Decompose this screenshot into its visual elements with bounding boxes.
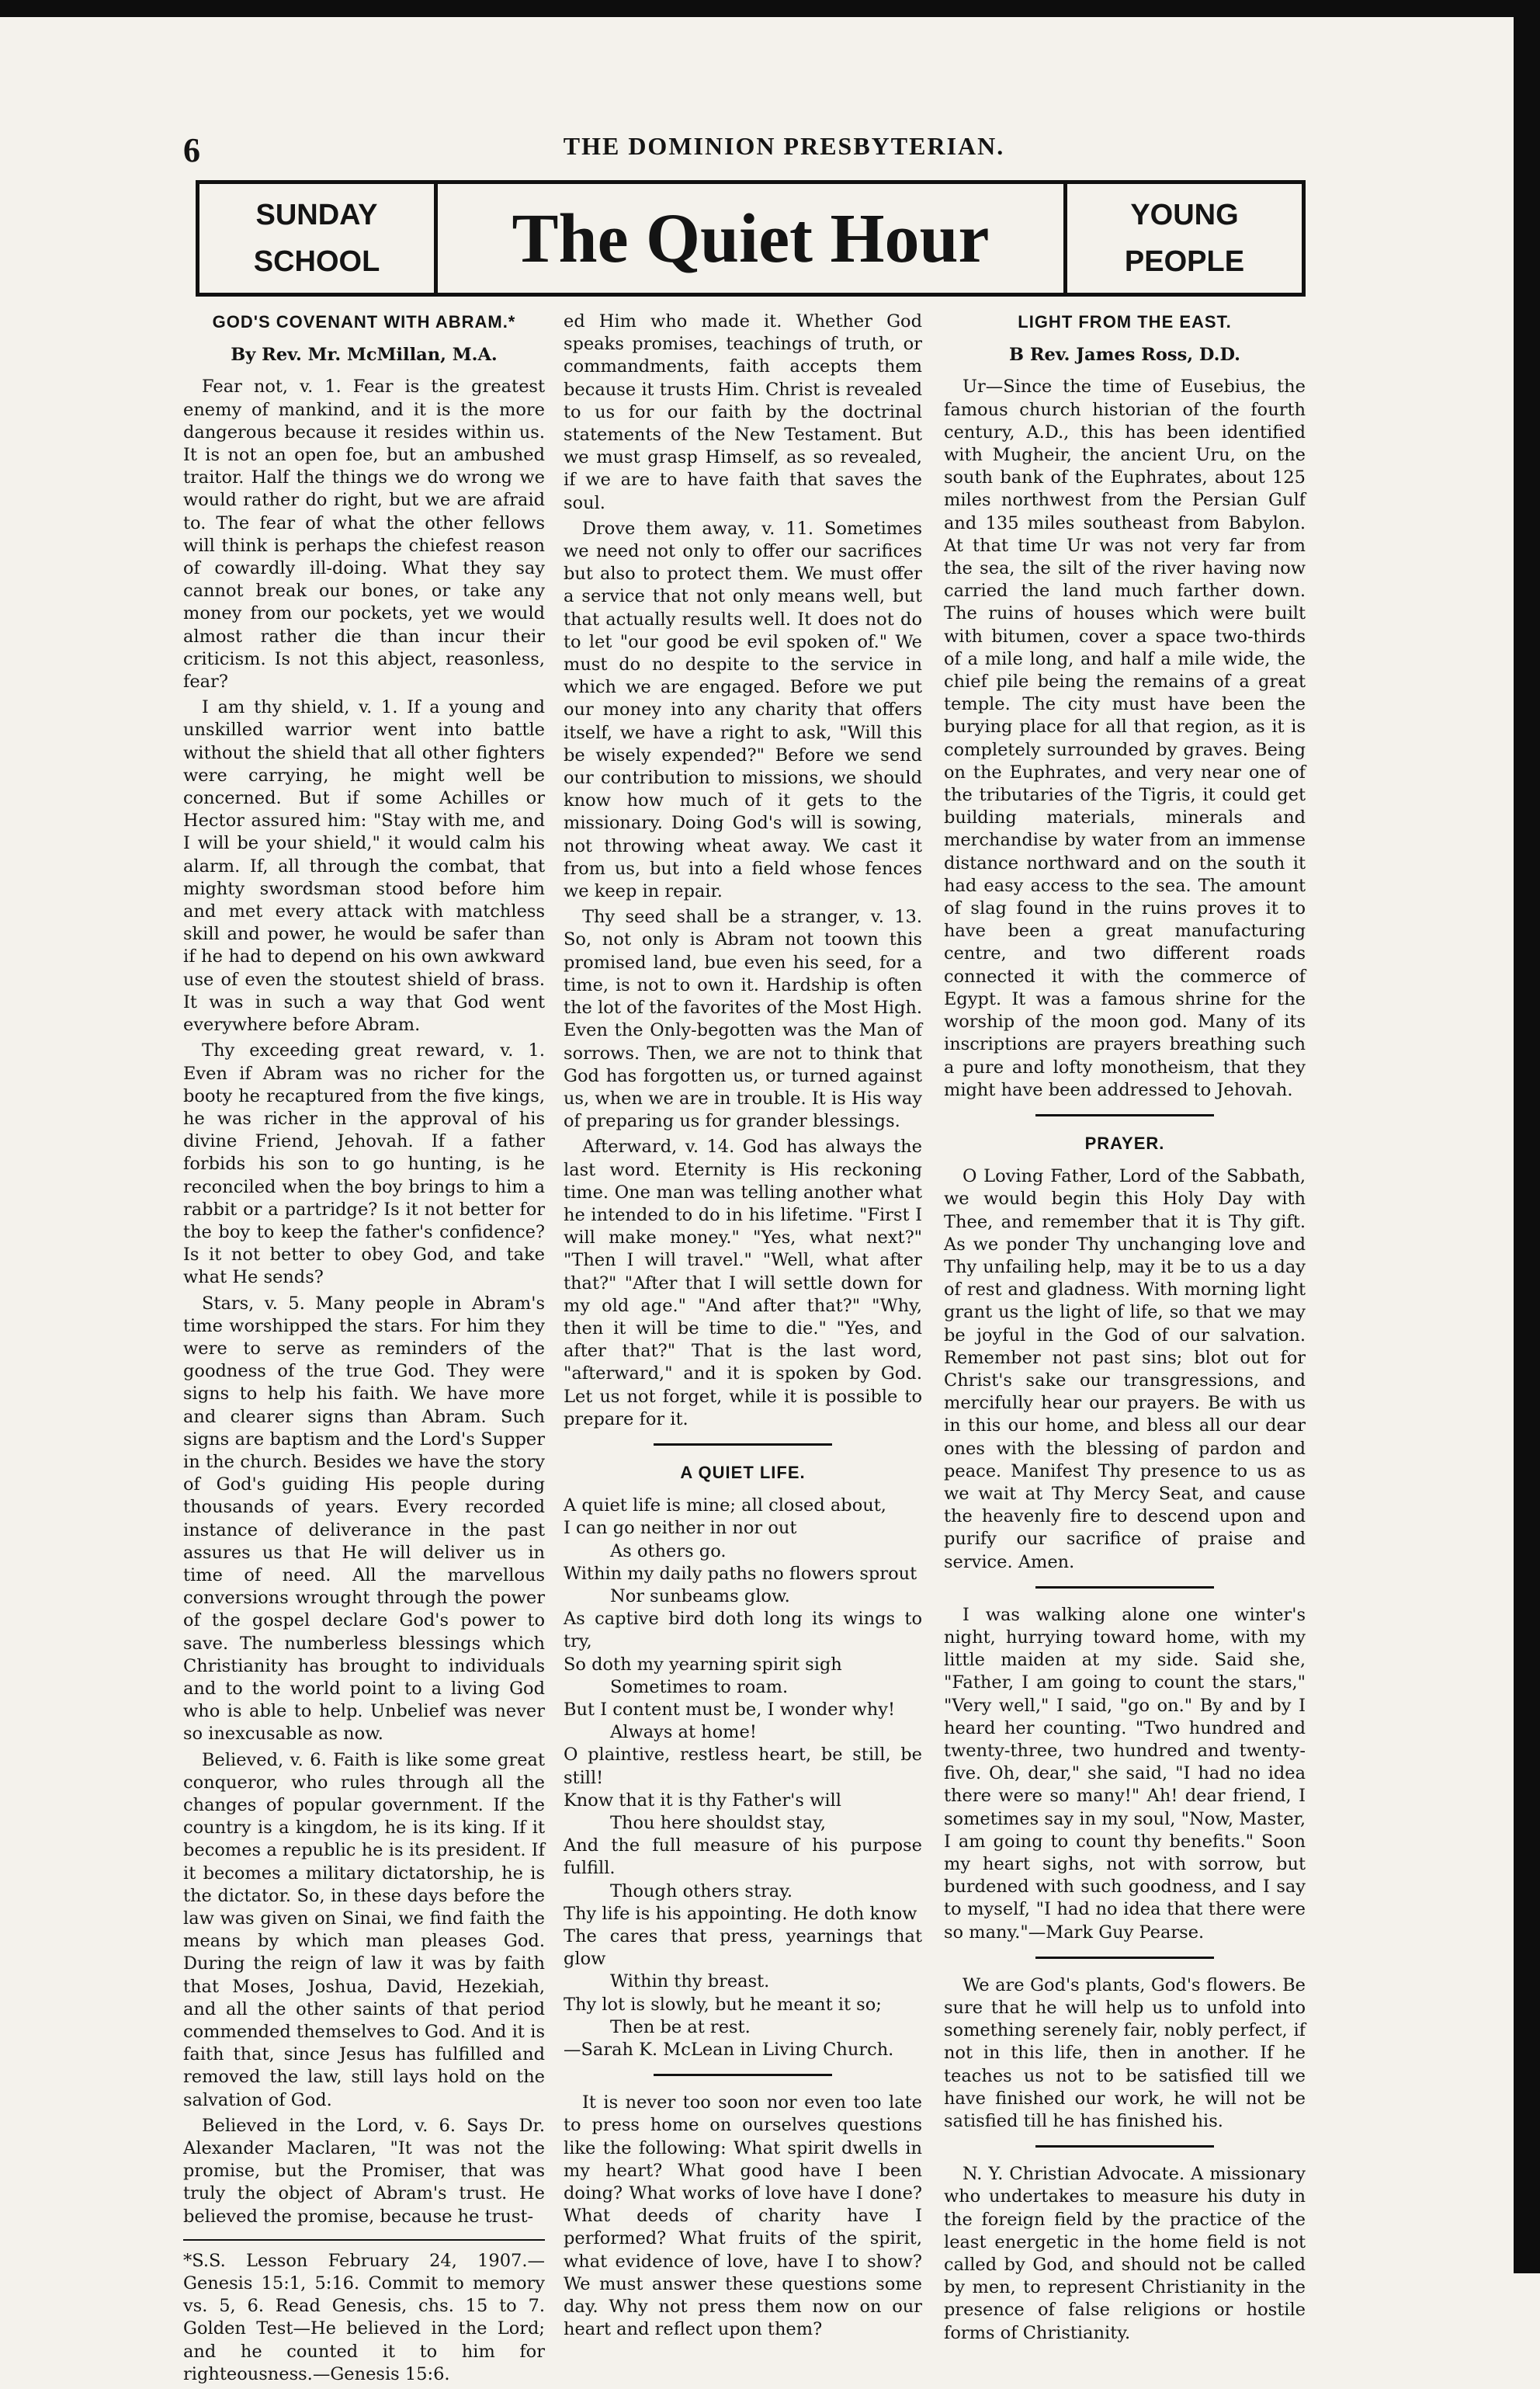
section-divider	[654, 2074, 832, 2076]
paragraph-plants: We are God's plants, God's flowers. Be sure that he will help us to unfold into something serenely fair, nobly perfect, if not in this life, then in another. If he teaches us not to be satisfied till we have finished our work, he will not be satisfied till he has finished his.	[944, 1974, 1306, 2132]
section-divider	[1035, 1957, 1214, 1959]
paragraph: Afterward, v. 14. God has always the last word. Eternity is His reckoning time. One man was telling another what he intended to do in his lifetime. "First I will make money." "Yes, what next?" "Then I will travel." "Well, what after that?" "After that I will settle down for my old age." "And after that?" "Why, then it will be time to die." "Yes, and after that?" That is the last word, "afterward," and it is spoken by God. Let us not forget, while it is possible to prepare for it.	[564, 1137, 922, 1429]
masthead-left-line-1: SUNDAY	[255, 199, 378, 231]
paragraph-advocate: N. Y. Christian Advocate. A missionary who undertakes to measure his duty in the foreign field by the practice of the least energetic in the home field is not called by God, and should not be called by men, to represent Christianity in the presence of false religions or hostile forms of Christianity.	[944, 2164, 1306, 2343]
poem-line: —Sarah K. McLean in Living Church.	[564, 2040, 894, 2061]
poem-line: The cares that press, yearnings that glow	[564, 1926, 922, 1970]
masthead-right-line-2: PEOPLE	[1124, 245, 1245, 278]
section-divider	[1035, 1586, 1214, 1589]
paragraph: Thy seed shall be a stranger, v. 13. So, not only is Abram not toown this promised land, bue even his seed, for a time, is not to own it. Hardship is often the lot of the favorites of the Most High. Even the Only-begotten was the Man of sorrows. Then, we are not to think that God has forgotten us, or turned against us, when we are in trouble. It is His way of preparing us for grander blessings.	[564, 907, 922, 1132]
masthead-right-box	[1063, 184, 1302, 293]
poem-line: A quiet life is mine; all closed about,	[564, 1495, 886, 1516]
poem-line: O plaintive, restless heart, be still, be still!	[564, 1745, 922, 1788]
poem-line: I can go neither in nor out	[564, 1518, 797, 1539]
paragraph: Stars, v. 5. Many people in Abram's time worshipped the stars. For him they were to serve as reminders of the goodness of the true God. They were signs to help his faith. We have more and clearer signs than Abram. Such signs are baptism and the Lord's Supper in the church. Besides we have the story of God's guiding His people during thousands of years. Every recorded instance of deliverance in the past assures us that He will deliver us in time of need. All the marvellous conversions wrought through the power of the gospel declare God's power to save. The numberless blessings which Christianity has brought to individuals and to the world point to a living God who is able to help. Unbelief was never so inexcusable as now.	[183, 1293, 545, 1745]
byline-mcmillan: By Rev. Mr. McMillan, M.A.	[231, 345, 498, 366]
masthead-left-line-2: SCHOOL	[253, 245, 380, 278]
article-title-light-from-east: LIGHT FROM THE EAST.	[1018, 312, 1232, 332]
poem-line: As others go.	[610, 1540, 727, 1561]
closing-paragraph: It is never too soon nor even too late to press home on ourselves questions like the following: What spirit dwells in my heart? What good have I been doing? What works of love have I done? What deeds of charity have I performed? What fruits of the spirit, what evidence of love, have I to show? We must answer these questions some day. Why not press them now on our heart and reflect upon them?	[564, 2092, 922, 2340]
column-2	[564, 311, 922, 2344]
page-number: 6	[183, 131, 200, 169]
poem-line: Within thy breast.	[610, 1971, 770, 1992]
masthead	[196, 180, 1306, 297]
paragraph-ur: Ur—Since the time of Eusebius, the famous church historian of the fourth century, A.D., this has been identified with Mugheir, the ancient Uru, on the south bank of the Euphrates, about 125 miles northwest from the Persian Gulf and 135 miles southeast from Babylon. At that time Ur was not very far from the sea, the silt of the river having now carried the land much farther down. The ruins of houses which were built with bitumen, cover a space two-thirds of a mile long, and half a mile wide, the chief pile being the remains of a great temple. The city must have been the burying place for all that region, as it is completely surrounded by graves. Being on the Euphrates, and very near one of the tributaries of the Tigris, it could get building materials, minerals and merchandise by water from an immense distance northward and on the south it had easy access to the sea. The amount of slag found in the ruins proves it to have been a great manufacturing centre, and two different roads connected it with the commerce of Egypt. It was a famous shrine for the worship of the moon god. Many of its inscriptions are prayers breathing such a pure and lofty monotheism, that they might have been addressed to Jehovah.	[944, 377, 1306, 1100]
poem-line: Nor sunbeams glow.	[610, 1585, 790, 1606]
masthead-left-box	[199, 184, 438, 293]
section-divider	[654, 1443, 832, 1446]
paragraph: Thy exceeding great reward, v. 1. Even if Abram was no richer for the booty he recaptured from the five kings, he was richer in the approval of his divine Friend, Jehovah. If a father forbids his son to go hunting, is he reconciled when the boy brings to him a rabbit or a partridge? Is it not better for the boy to keep the father's confidence? Is it not better to obey God, and take what He sends?	[183, 1040, 545, 1288]
poem-line: Though others stray.	[610, 1880, 793, 1901]
section-divider	[1035, 2145, 1214, 2148]
poem-line: But I content must be, I wonder why!	[564, 1699, 895, 1720]
section-divider	[1035, 1114, 1214, 1116]
paragraph: Fear not, v. 1. Fear is the greatest enemy of mankind, and it is the more dangerous because it resides within us. It is not an open foe, but an ambushed traitor. Half the things we do wrong we would rather do right, but we are afraid to. The fear of what the other fellows will think is perhaps the chiefest reason of cowardly ill-doing. What they say cannot break our bones, or take any money from our pockets, yet we would almost rather die than incur their criticism. Is not this abject, reasonless, fear?	[183, 377, 545, 693]
poem-line: Then be at rest.	[610, 2016, 751, 2037]
paragraph: Drove them away, v. 11. Sometimes we need not only to offer our sacrifices but also to protect them. We must offer a service that not only means well, but that actually results well. It does not do to let "our good be evil spoken of." We must do no despite to the service in which we are engaged. Before we put our money into any charity that offers itself, we have a right to ask, "Will this be wisely expended?" Before we send our contribution to missions, we should know how much of it gets to the missionary. Doing God's will is sowing, not throwing wheat away. We cast it from us, but into a field whose fences we keep in repair.	[564, 518, 922, 902]
footnote	[183, 2239, 545, 2386]
article-title-covenant: GOD'S COVENANT WITH ABRAM.*	[212, 312, 516, 332]
byline-ross: B Rev. James Ross, D.D.	[1009, 345, 1240, 366]
poem-line: Within my daily paths no flowers sprout	[564, 1563, 917, 1584]
poem-line: Sometimes to roam.	[610, 1676, 789, 1697]
poem-line: Thou here shouldst stay,	[610, 1813, 827, 1833]
column-3	[944, 311, 1306, 2348]
column-1	[183, 311, 545, 2389]
paragraph: ed Him who made it. Whether God speaks promises, teachings of truth, or commandments, faith accepts them because it trusts Him. Christ is revealed to us for our faith by the doctrinal statements of the New Testament. But we must grasp Himself, as so revealed, if we are to have faith that saves the soul.	[564, 311, 922, 513]
poem	[564, 1495, 922, 2061]
poem-line: So doth my yearning spirit sigh	[564, 1654, 842, 1675]
masthead-title: The Quiet Hour	[512, 200, 990, 277]
footnote-text: *S.S. Lesson February 24, 1907.—Genesis 15:1, 5:16. Commit to memory vs. 5, 6. Read Genesis, chs. 15 to 7. Golden Test—He believed in the Lord; and he counted it to him for righteousness.—Genesis 15:6.	[183, 2250, 545, 2384]
paragraph: I am thy shield, v. 1. If a young and unskilled warrior went into battle without the shield that all other fighters were carrying, he might well be concerned. But if some Achilles or Hector assured him: "Stay with me, and I will be your shield," it would calm his alarm. If, all through the combat, that mighty swordsman stood before him and met every attack with matchless skill and power, he would be safer than if he had to depend on his own awkward use of even the stoutest shield of brass. It was in such a way that God went everywhere before Abram.	[183, 697, 545, 1036]
poem-line: Always at home!	[610, 1722, 757, 1743]
poem-title: A QUIET LIFE.	[680, 1462, 806, 1482]
poem-line: Thy lot is slowly, but he meant it so;	[564, 1994, 882, 2015]
paragraph: Believed, v. 6. Faith is like some great conqueror, who rules through all the changes of popular government. If the country is a kingdom, he is its king. If it becomes a republic he is its president. If it becomes a military dictatorship, he is the dictator. So, in these days before the law was given on Sinai, we find faith the means by which man pleases God. During the reign of law it was by faith that Moses, Joshua, David, Hezekiah, and all the other saints of that period commended themselves to God. And it is faith that, since Jesus has fulfilled and removed the law, still lays hold on the salvation of God.	[183, 1749, 545, 2110]
right-scan-border	[1514, 0, 1540, 2273]
paragraph: Believed in the Lord, v. 6. Says Dr. Alexander Maclaren, "It was not the promise, but the Promiser, that was truly the object of Abram's trust. He believed the promise, because he trust-	[183, 2115, 545, 2227]
prayer-title: PRAYER.	[1084, 1133, 1165, 1153]
masthead-right-line-1: YOUNG	[1130, 199, 1239, 231]
poem-line: As captive bird doth long its wings to try,	[564, 1609, 922, 1652]
poem-line: Thy life is his appointing. He doth know	[564, 1903, 917, 1924]
paragraph-stars: I was walking alone one winter's night, hurrying toward home, with my little maiden at my side. Said she, "Father, I am going to count the stars," "Very well," I said, "go on." By and by I heard her counting. "Two hundred and twenty-three, two hundred and twenty-five. Oh, dear," she said, "I had no idea there were so many!" Ah! dear friend, I sometimes say in my soul, "Now, Master, I am going to count thy benefits." Soon my heart sighs, not with sorrow, but burdened with such goodness, and I say to myself, "I had no idea that there were so many."—Mark Guy Pearse.	[944, 1604, 1306, 1943]
prayer-text: O Loving Father, Lord of the Sabbath, we would begin this Holy Day with Thee, and remember that it is Thy gift. As we ponder Thy unchanging love and Thy unfailing help, may it be to us a day of rest and gladness. With morning light grant us the light of life, so that we may be joyful in the God of our salvation. Remember not past sins; blot out for Christ's sake our transgressions, and mercifully hear our prayers. Be with us in this our home, and bless all our dear ones with the blessing of pardon and peace. Manifest Thy presence to us as we wait at Thy Mercy Seat, and cause the heavenly fire to descend upon and purify our sacrifice of praise and service. Amen.	[944, 1166, 1306, 1572]
poem-line: Know that it is thy Father's will	[564, 1790, 841, 1811]
top-scan-border	[0, 0, 1540, 17]
running-head: THE DOMINION PRESBYTERIAN.	[563, 132, 1005, 160]
poem-line: And the full measure of his purpose fulfill.	[564, 1835, 922, 1879]
